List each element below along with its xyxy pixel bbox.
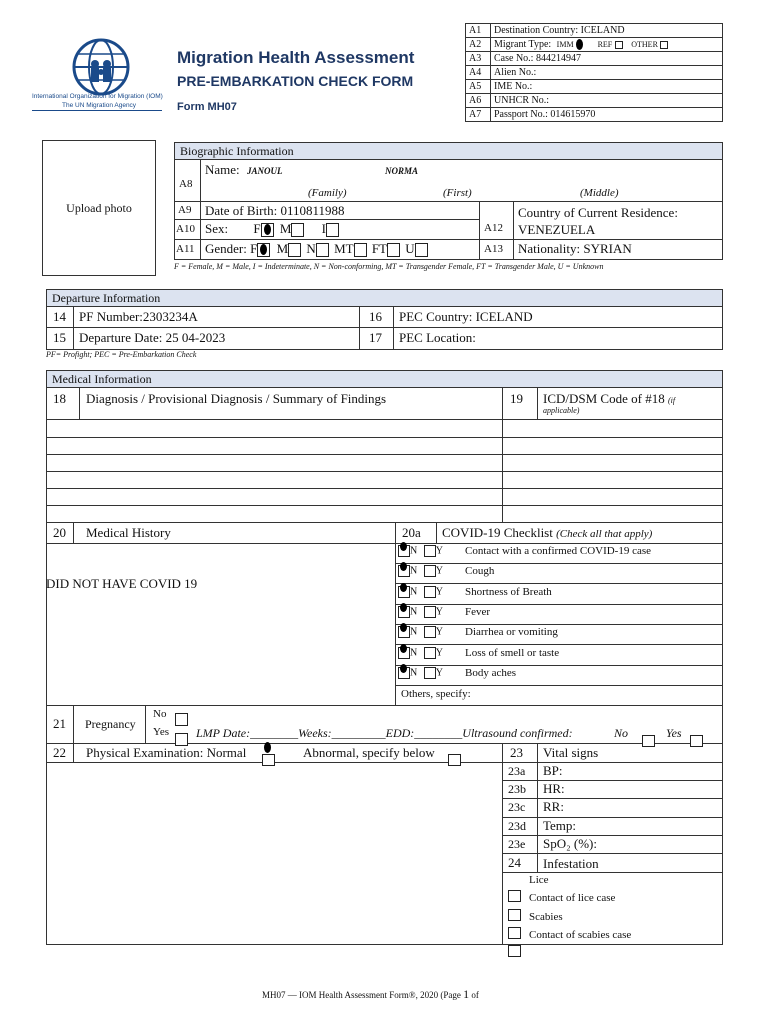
- iom-logo: [70, 36, 132, 98]
- destination-country[interactable]: Destination Country: ICELAND: [491, 24, 723, 38]
- gender-mt-checkbox[interactable]: [354, 243, 367, 257]
- medical-history-label: Medical History: [86, 525, 171, 540]
- first-name[interactable]: NORMA: [385, 166, 419, 176]
- abnormal-checkbox[interactable]: [448, 754, 461, 766]
- covid-no-checkbox[interactable]: [398, 647, 410, 659]
- covid-row: N Y Shortness of Breath: [398, 586, 443, 598]
- covid-yes-checkbox[interactable]: [424, 647, 436, 659]
- ultrasound-no-checkbox[interactable]: [642, 735, 655, 747]
- vital-field[interactable]: Temp:: [543, 818, 577, 833]
- infestation-item: Contact of lice case: [529, 892, 616, 904]
- ultrasound-yes-checkbox[interactable]: [690, 735, 703, 747]
- covid-row: N Y Cough: [398, 565, 443, 577]
- imm-checkbox[interactable]: [576, 39, 583, 50]
- medical-history-value[interactable]: DID NOT HAVE COVID 19: [46, 576, 198, 591]
- lice-label: Lice: [529, 874, 549, 886]
- residence-value[interactable]: VENEZUELA: [518, 222, 596, 237]
- ref-checkbox[interactable]: [615, 41, 623, 49]
- icd-label: ICD/DSM Code of #18 (if: [543, 391, 676, 406]
- gender-legend: F = Female, M = Male, I = Indeterminate, N = Non-conforming, MT = Transgender Female, FT = Transgender Male, U = Unknown: [174, 262, 604, 271]
- covid-row: N Y Loss of smell or taste: [398, 647, 443, 659]
- unhcr-number[interactable]: UNHCR No.:: [491, 94, 723, 108]
- sex-f-checkbox[interactable]: [261, 223, 274, 237]
- covid-yes-checkbox[interactable]: [424, 626, 436, 638]
- sex-m-checkbox[interactable]: [291, 223, 304, 237]
- gender-n-checkbox[interactable]: [316, 243, 329, 257]
- covid-no-checkbox[interactable]: [398, 586, 410, 598]
- gender-ft-checkbox[interactable]: [387, 243, 400, 257]
- infestation-label: Infestation: [543, 856, 599, 871]
- covid-row: N Y Body aches: [398, 667, 443, 679]
- covid-symptom-label: Body aches: [465, 667, 517, 679]
- gender-f-checkbox[interactable]: [257, 243, 270, 257]
- vital-field[interactable]: SpO₂ (%):: [543, 836, 597, 851]
- a2-row: A2 Migrant Type: IMM REF OTHER: [466, 38, 723, 52]
- pec-country[interactable]: PEC Country: ICELAND: [399, 309, 533, 324]
- vital-signs-label: Vital signs: [543, 745, 599, 760]
- migrant-type: Migrant Type: IMM REF OTHER: [491, 38, 723, 52]
- covid-no-checkbox[interactable]: [398, 565, 410, 577]
- departure-header: Departure Information: [46, 289, 723, 307]
- departure-note: PF= Profight; PEC = Pre-Embarkation Check: [46, 350, 197, 359]
- covid-row: N Y Diarrhea or vomiting: [398, 626, 443, 638]
- covid-yes-checkbox[interactable]: [424, 606, 436, 618]
- departure-date[interactable]: Departure Date: 25 04-2023: [79, 330, 226, 345]
- vital-field[interactable]: BP:: [543, 763, 563, 778]
- covid-symptom-label: Shortness of Breath: [465, 586, 552, 598]
- covid-symptom-label: Cough: [465, 565, 495, 577]
- normal-marker: [264, 742, 271, 753]
- footer: MH07 — IOM Health Assessment Form®, 2020 (Page 1 of: [262, 987, 479, 1001]
- covid-no-checkbox[interactable]: [398, 626, 410, 638]
- covid-row: N Y Fever: [398, 606, 443, 618]
- infestation-checkbox[interactable]: [508, 909, 521, 921]
- passport-number[interactable]: Passport No.: 014615970: [491, 108, 723, 122]
- a4-row: A4 Alien No.:: [466, 66, 723, 80]
- org-tagline: The UN Migration Agency: [62, 102, 137, 109]
- lice-checkbox[interactable]: [508, 945, 521, 957]
- covid-symptom-label: Contact with a confirmed COVID-19 case: [465, 545, 652, 557]
- residence-label: Country of Current Residence:: [518, 205, 678, 220]
- form-number: Form MH07: [177, 101, 237, 113]
- vital-field[interactable]: HR:: [543, 781, 565, 796]
- upload-photo-label: Upload photo: [66, 200, 132, 215]
- covid-symptom-label: Fever: [465, 606, 491, 618]
- lmp-fields[interactable]: LMP Date:________Weeks:_________EDD:________Ultrasound confirmed:: [196, 726, 573, 740]
- infestation-checkbox[interactable]: [508, 927, 521, 939]
- biographic-header: Biographic Information: [174, 142, 723, 160]
- nationality[interactable]: Nationality: SYRIAN: [518, 241, 632, 256]
- vital-field[interactable]: RR:: [543, 799, 564, 814]
- covid-yes-checkbox[interactable]: [424, 545, 436, 557]
- covid-row: N Y Contact with a confirmed COVID-19 case: [398, 545, 443, 557]
- pregnancy-no-checkbox[interactable]: [175, 713, 188, 726]
- org-name: International Organization for Migration (IOM): [32, 93, 163, 100]
- gender-field: Gender: F M N MT FT U: [205, 241, 428, 257]
- a6-row: A6 UNHCR No.:: [466, 94, 723, 108]
- covid-no-checkbox[interactable]: [398, 667, 410, 679]
- a-fields-table: [465, 23, 723, 122]
- page-number: 1: [463, 987, 470, 1001]
- pregnancy-label: Pregnancy: [85, 717, 136, 731]
- abnormal-label: Abnormal, specify below: [303, 745, 435, 760]
- a3-row: A3 Case No.: 844214947: [466, 52, 723, 66]
- ime-number[interactable]: IME No.:: [491, 80, 723, 94]
- a5-row: A5 IME No.:: [466, 80, 723, 94]
- others-specify[interactable]: Others, specify:: [401, 688, 471, 700]
- sex-i-checkbox[interactable]: [326, 223, 339, 237]
- gender-m-checkbox[interactable]: [288, 243, 301, 257]
- name-label: Name:: [205, 162, 240, 177]
- pec-location[interactable]: PEC Location:: [399, 330, 476, 345]
- family-name[interactable]: JANOUL: [247, 166, 283, 176]
- other-checkbox[interactable]: [660, 41, 668, 49]
- infestation-item: Scabies: [529, 911, 563, 923]
- a1-row: A1 Destination Country: ICELAND: [466, 24, 723, 38]
- medical-header: Medical Information: [46, 370, 723, 388]
- case-number[interactable]: Case No.: 844214947: [491, 52, 723, 66]
- page-title: Migration Health Assessment: [177, 48, 415, 67]
- a7-row: A7 Passport No.: 014615970: [466, 108, 723, 122]
- alien-number[interactable]: Alien No.:: [491, 66, 723, 80]
- sex-field: Sex: F M I: [205, 221, 339, 237]
- upload-photo-box[interactable]: [42, 140, 156, 276]
- covid-yes-checkbox[interactable]: [424, 586, 436, 598]
- covid-symptom-label: Diarrhea or vomiting: [465, 626, 558, 638]
- physical-exam-label: Physical Examination: Normal: [86, 745, 247, 760]
- diagnosis-label: Diagnosis / Provisional Diagnosis / Summary of Findings: [86, 391, 387, 406]
- covid-checklist-title: COVID-19 Checklist (Check all that apply): [442, 525, 653, 540]
- date-of-birth[interactable]: Date of Birth: 0110811988: [205, 203, 345, 218]
- infestation-item: Contact of scabies case: [529, 929, 632, 941]
- covid-no-checkbox[interactable]: [398, 606, 410, 618]
- infestation-checkbox[interactable]: [508, 890, 521, 902]
- pf-number[interactable]: PF Number:2303234A: [79, 309, 198, 324]
- covid-yes-checkbox[interactable]: [424, 667, 436, 679]
- gender-u-checkbox[interactable]: [415, 243, 428, 257]
- covid-symptom-label: Loss of smell or taste: [465, 647, 560, 659]
- covid-no-checkbox[interactable]: [398, 545, 410, 557]
- page-subtitle: PRE-EMBARKATION CHECK FORM: [177, 73, 414, 89]
- normal-checkbox[interactable]: [262, 754, 275, 766]
- covid-yes-checkbox[interactable]: [424, 565, 436, 577]
